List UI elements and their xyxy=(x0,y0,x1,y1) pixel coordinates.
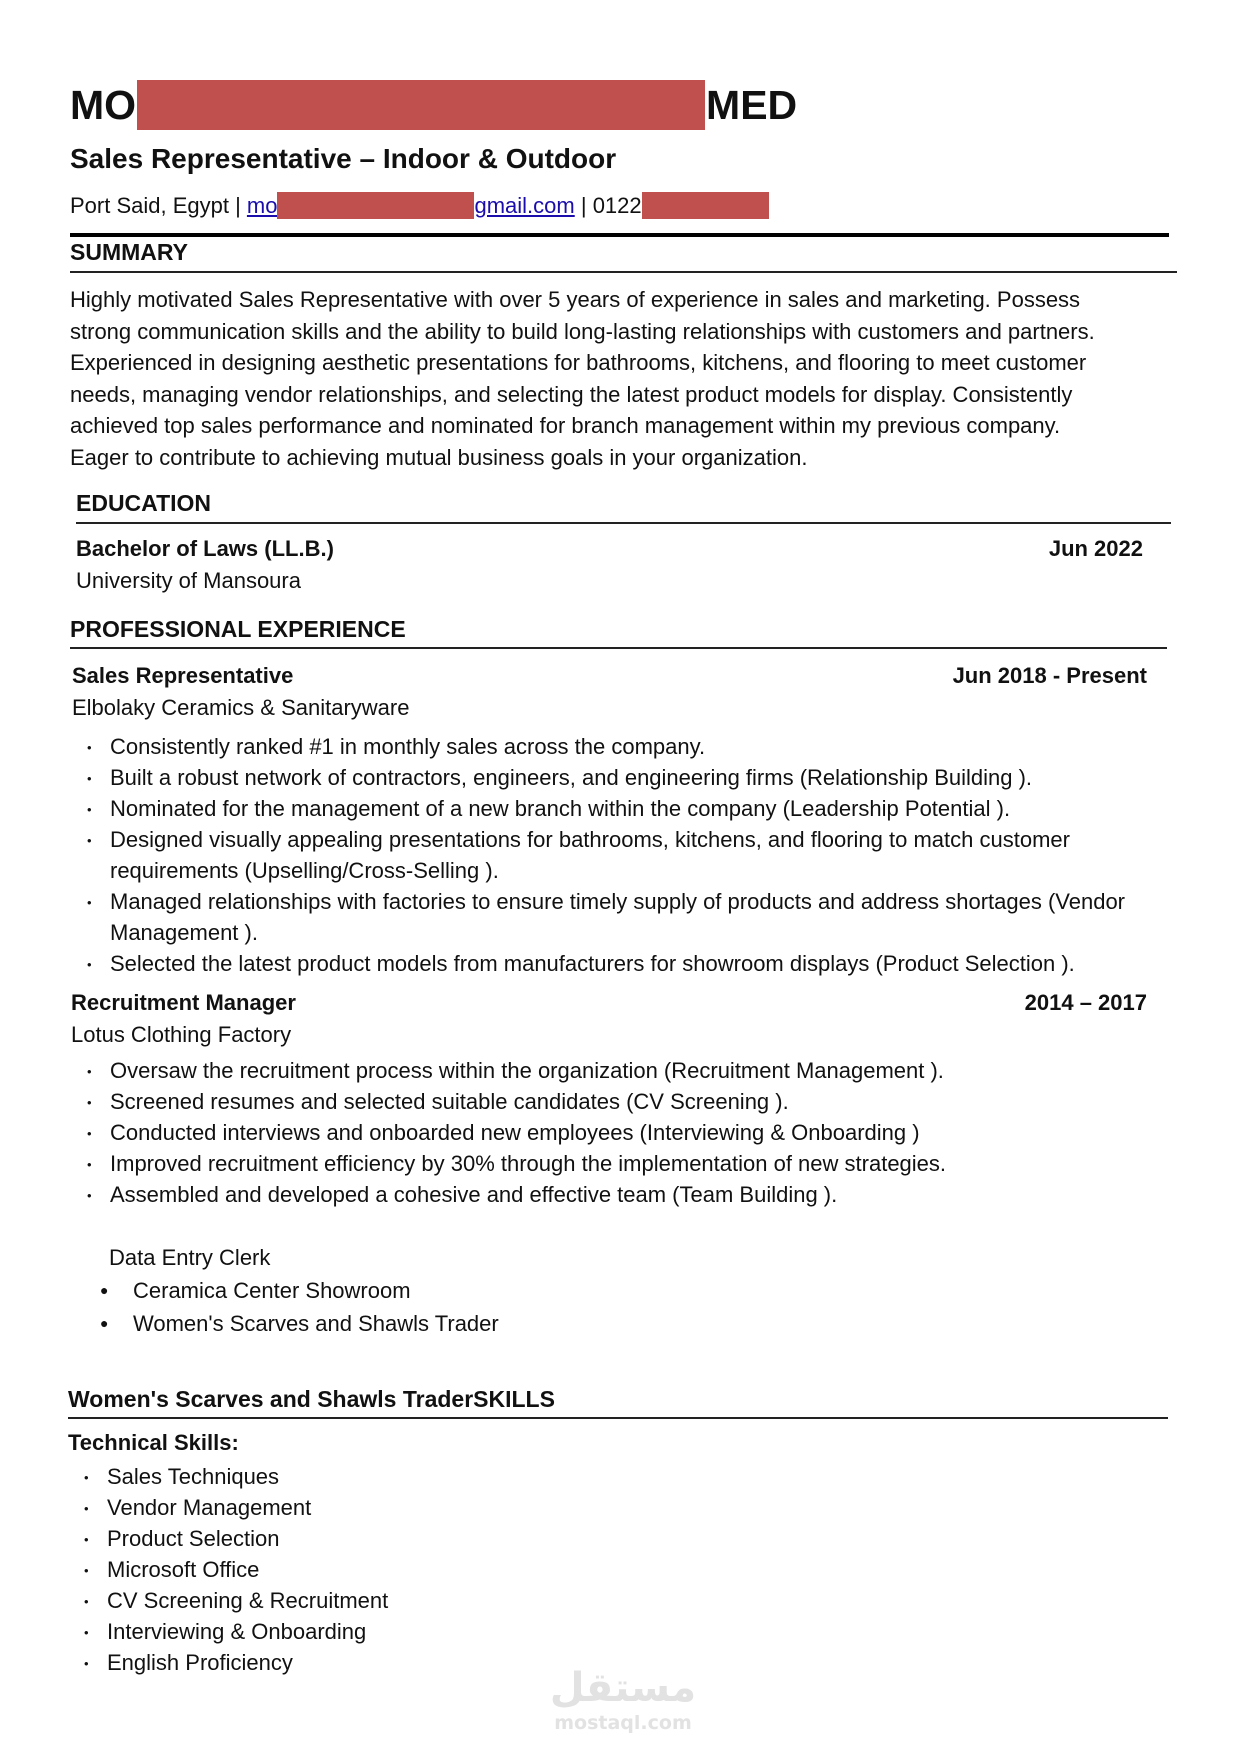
list-item: • Improved recruitment efficiency by 30% through the implementation of new strategies. xyxy=(70,1148,946,1179)
degree-date: Jun 2022 xyxy=(1048,536,1143,561)
job-title-1: Sales Representative xyxy=(72,663,294,688)
job-bullets-1 xyxy=(70,731,1125,979)
email-redaction xyxy=(277,192,474,219)
summary-line: needs, managing vendor relationships, and selecting the latest product models for display. Consistently xyxy=(70,381,1073,407)
list-item: • Nominated for the management of a new branch within the company (Leadership Potential ). xyxy=(70,793,1125,824)
list-item: • Selected the latest product models from manufacturers for showroom displays (Product Selection ). xyxy=(70,948,1125,979)
job-bullets-2 xyxy=(70,1055,946,1210)
list-item: ● Women's Scarves and Shawls Trader xyxy=(98,1307,499,1340)
job-date-1: Jun 2018 - Present xyxy=(952,663,1147,688)
list-item: • Screened resumes and selected suitable candidates (CV Screening ). xyxy=(70,1086,946,1117)
skills-divider xyxy=(68,1417,1168,1419)
education-divider xyxy=(76,522,1171,524)
skills-subheading: Technical Skills: xyxy=(68,1430,239,1455)
summary-heading: SUMMARY xyxy=(70,239,188,265)
list-item: • English Proficiency xyxy=(67,1647,388,1678)
name-redaction xyxy=(137,80,705,130)
list-item: • Managed relationships with factories to ensure timely supply of products and address shortages (Vendor xyxy=(70,886,1125,917)
watermark-logo-arabic: مستقل xyxy=(549,1665,697,1711)
summary-line: achieved top sales performance and nominated for branch management within my previous company. xyxy=(70,413,1061,438)
list-item: • Interviewing & Onboarding xyxy=(67,1616,388,1647)
summary-line: strong communication skills and the ability to build long-lasting relationships with customers and partners. xyxy=(70,318,1095,344)
school: University of Mansoura xyxy=(76,568,301,593)
extra-role-title: Data Entry Clerk xyxy=(109,1245,271,1270)
list-item-continuation: requirements (Upselling/Cross-Selling ). xyxy=(110,858,499,883)
name-end: MED xyxy=(706,82,798,128)
email-end: gmail.com xyxy=(474,193,575,218)
list-item: • Designed visually appealing presentations for bathrooms, kitchens, and flooring to match customer xyxy=(70,824,1125,855)
list-item: • Built a robust network of contractors, engineers, and engineering firms (Relationship Building ). xyxy=(70,762,1125,793)
summary-paragraph xyxy=(70,284,1180,473)
contact-line xyxy=(70,191,769,221)
phone-start: 0122 xyxy=(592,193,642,218)
phone-separator: | xyxy=(574,193,593,218)
experience-divider xyxy=(70,647,1167,649)
watermark-logo-latin: mostaql.com xyxy=(554,1712,692,1734)
list-item: • Sales Techniques xyxy=(67,1461,388,1492)
summary-line: Highly motivated Sales Representative with over 5 years of experience in sales and marketing. Possess xyxy=(70,287,1081,312)
extra-role-list xyxy=(98,1274,499,1340)
job-title-2: Recruitment Manager xyxy=(71,990,296,1015)
skills-heading: Women's Scarves and Shawls TraderSKILLS xyxy=(68,1386,555,1412)
list-item: • Vendor Management xyxy=(67,1492,388,1523)
phone-redaction xyxy=(642,192,769,219)
list-item: • Product Selection xyxy=(67,1523,388,1554)
job-date-2: 2014 – 2017 xyxy=(1024,990,1147,1015)
job-title: Sales Representative – Indoor & Outdoor xyxy=(70,143,617,174)
list-item-continuation: Management ). xyxy=(110,920,258,945)
email-link[interactable] xyxy=(247,193,575,218)
experience-heading: PROFESSIONAL EXPERIENCE xyxy=(70,616,406,642)
job-company-2: Lotus Clothing Factory xyxy=(71,1022,292,1047)
candidate-name xyxy=(70,80,797,130)
job-company-1: Elbolaky Ceramics & Sanitaryware xyxy=(72,695,410,720)
location: Port Said, Egypt | xyxy=(70,193,247,218)
education-heading: EDUCATION xyxy=(76,490,212,516)
degree: Bachelor of Laws (LL.B.) xyxy=(76,536,334,561)
header-divider xyxy=(70,233,1169,237)
list-item: • Consistently ranked #1 in monthly sales across the company. xyxy=(70,731,1125,762)
list-item: • CV Screening & Recruitment xyxy=(67,1585,388,1616)
list-item: ● Ceramica Center Showroom xyxy=(98,1274,499,1307)
summary-divider xyxy=(70,271,1177,273)
skills-list xyxy=(67,1461,388,1678)
list-item: • Assembled and developed a cohesive and effective team (Team Building ). xyxy=(70,1179,946,1210)
watermark xyxy=(548,1665,698,1735)
email-start: mo xyxy=(246,193,278,218)
list-item: • Microsoft Office xyxy=(67,1554,388,1585)
summary-line: Experienced in designing aesthetic presentations for bathrooms, kitchens, and flooring to meet customer xyxy=(70,350,1087,375)
list-item: • Oversaw the recruitment process within the organization (Recruitment Management ). xyxy=(70,1055,946,1086)
name-start: MO xyxy=(70,82,137,128)
summary-line: Eager to contribute to achieving mutual business goals in your organization. xyxy=(70,444,808,470)
list-item: • Conducted interviews and onboarded new employees (Interviewing & Onboarding ) xyxy=(70,1117,946,1148)
